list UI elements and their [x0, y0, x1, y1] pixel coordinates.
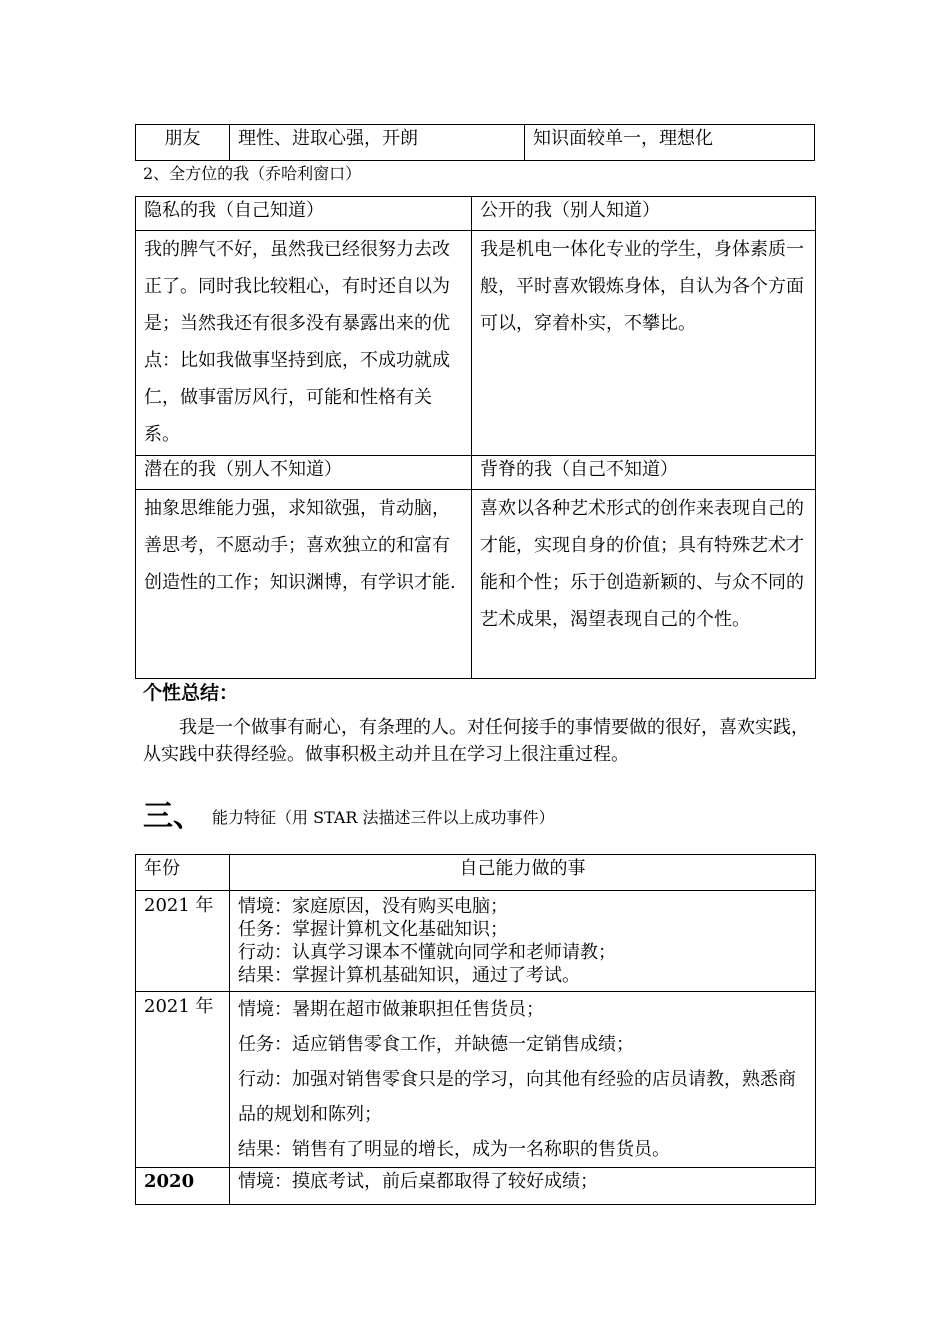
action-line: 行动：认真学习课本不懂就向同学和老师请教；: [238, 942, 616, 963]
summary-body: 我是一个做事有耐心，有条理的人。对任何接手的事情要做的很好，喜欢实践，从实践中获得经验。做事积极主动并且在学习上很注重过程。: [143, 717, 809, 765]
year-cell: 2021 年: [136, 891, 230, 992]
public-self-title: 公开的我（别人知道）: [472, 197, 816, 231]
situation-line: 情境：暑期在超市做兼职担任售货员；: [238, 999, 544, 1020]
year-column-header: 年份: [136, 855, 230, 891]
table-row: [136, 456, 816, 490]
traits-table-fragment: [135, 124, 815, 161]
blind-self-title: 背脊的我（自己不知道）: [472, 456, 816, 490]
event-column-header: 自己能力做的事: [230, 855, 816, 891]
star-event-cell: [230, 891, 816, 992]
potential-self-title: 潜在的我（别人不知道）: [136, 456, 472, 490]
table-row: [136, 1168, 816, 1205]
star-event-cell: [230, 992, 816, 1168]
hidden-self-title: 隐私的我（自己知道）: [136, 197, 472, 231]
role-cell: 朋友: [136, 125, 230, 161]
table-row: [136, 197, 816, 231]
action-line: 行动：加强对销售零食只是的学习，向其他有经验的店员请教，熟悉商品的规划和陈列；: [238, 1069, 796, 1125]
johari-caption: 2、全方位的我（乔哈利窗口）: [143, 164, 362, 183]
situation-line: 情境：摸底考试，前后桌都取得了较好成绩；: [238, 1171, 598, 1192]
blind-self-text: 喜欢以各种艺术形式的创作来表现自己的才能，实现自身的价值；具有特殊艺术才能和个性；乐于创造新颖的、与众不同的艺术成果，渴望表现自己的个性。: [472, 490, 816, 679]
result-line: 结果：销售有了明显的增长，成为一名称职的售货员。: [238, 1139, 670, 1160]
table-row: [136, 490, 816, 679]
star-event-cell: [230, 1168, 816, 1205]
table-row: [136, 231, 816, 456]
strengths-cell: 理性、进取心强，开朗: [230, 125, 525, 161]
situation-line: 情境：家庭原因，没有购买电脑；: [238, 896, 508, 917]
result-line: 结果：掌握计算机基础知识，通过了考试。: [238, 965, 580, 986]
hidden-self-text: 我的脾气不好，虽然我已经很努力去改正了。同时我比较粗心，有时还自以为是；当然我还有很多没有暴露出来的优点：比如我做事坚持到底，不成功就成仁，做事雷厉风行，可能和性格有关系。: [136, 231, 472, 456]
potential-self-text: 抽象思维能力强，求知欲强，肯动脑，善思考，不愿动手；喜欢独立的和富有创造性的工作；知识渊博，有学识才能.: [136, 490, 472, 679]
weaknesses-cell: 知识面较单一，理想化: [525, 125, 815, 161]
public-self-text: 我是机电一体化专业的学生，身体素质一般，平时喜欢锻炼身体，自认为各个方面可以，穿着朴实，不攀比。: [472, 231, 816, 456]
table-row: [136, 891, 816, 992]
task-line: 任务：掌握计算机文化基础知识；: [238, 919, 508, 940]
table-row: [136, 125, 815, 161]
table-row: [136, 992, 816, 1168]
summary-title: 个性总结：: [143, 682, 239, 704]
year-cell: 2020: [136, 1168, 230, 1205]
task-line: 任务：适应销售零食工作，并缺德一定销售成绩；: [238, 1034, 634, 1055]
section-number: 三、: [143, 799, 203, 834]
johari-window-table: [135, 196, 816, 679]
year-cell: 2021 年: [136, 992, 230, 1168]
star-events-table: [135, 854, 816, 1205]
table-header-row: [136, 855, 816, 891]
section-title: 能力特征（用 STAR 法描述三件以上成功事件）: [212, 808, 555, 827]
